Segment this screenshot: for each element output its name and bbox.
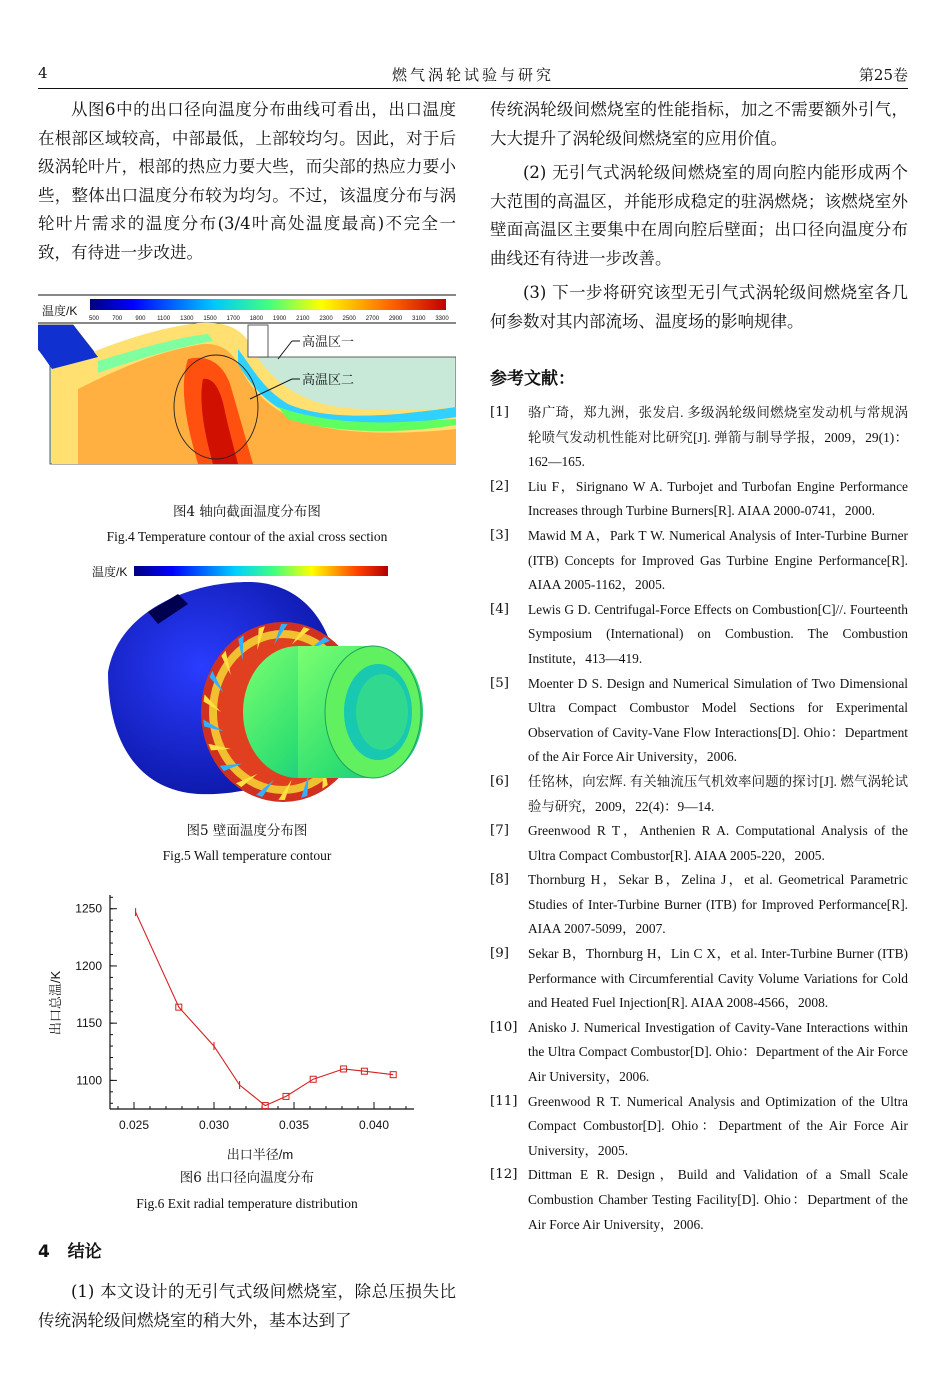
scale-tick-label: 1800 (249, 316, 264, 322)
x-tick-label: 0.035 (278, 1118, 310, 1132)
references-title: 参考文献： (490, 369, 575, 389)
reference-item (490, 942, 908, 1016)
reference-text: Liu F，Sirignano W A. Turbojet and Turbofan Engine Performance Increases through Turbine Burners[R]. AIAA 2000-0741，2000. (528, 478, 908, 519)
paragraph: 从图6中的出口径向温度分布曲线可看出，出口温度在根部区域较高，中部最低，上部较均匀。因此，对于后级涡轮叶片，根部的热应力要大些，而尖部的热应力要小些，整体出口温度分布较为均匀。不过，该温度分布与涡轮叶片需求的温度分布(3/4叶高处温度最高)不完全一致，有待进一步改进。 (38, 100, 456, 262)
volume-label: 第25卷 (858, 66, 908, 84)
reference-text: Greenwood R T，Anthenien R A. Computational Analysis of the Ultra Compact Combustor[R]. AIAA 2005-220，2005. (528, 823, 908, 863)
figure-5 (38, 562, 456, 812)
scale-tick-label: 1500 (203, 316, 217, 322)
x-tick-label: 0.040 (358, 1118, 390, 1132)
scale-tick-label: 700 (112, 316, 123, 322)
reference-number: [9] (490, 946, 509, 962)
chart-series (136, 908, 397, 1108)
reference-item (490, 1016, 908, 1090)
color-scale-bar (134, 566, 388, 576)
figure-6 (38, 883, 456, 1167)
axial-temperature-contour (38, 289, 456, 489)
figure-4 (38, 289, 456, 489)
chart-ticks (75, 897, 406, 1132)
running-header (38, 64, 908, 88)
reference-item (490, 672, 908, 770)
wall-temperature-contour (38, 562, 456, 812)
scale-tick-label: 2700 (365, 316, 380, 322)
reference-item (490, 819, 908, 868)
reference-item (490, 598, 908, 672)
scale-tick-label: 2100 (296, 316, 310, 322)
figure-4-caption-cn: 图4 轴向截面温度分布图 (173, 504, 321, 520)
reference-text: Thornburg H，Sekar B，Zelina J，et al. Geometrical Parametric Studies of Inter-Turbine Burner (ITB) for Improved Performance[R]. AIAA 2007-5099，2007. (528, 872, 908, 937)
reference-number: [1] (490, 405, 509, 420)
reference-text: 任铭林，向宏辉. 有关轴流压气机效率问题的探讨[J]. 燃气涡轮试验与研究，2009，22(4)：9—14. (528, 773, 908, 814)
x-axis-label: 出口半径/m (226, 1147, 294, 1162)
x-tick-label: 0.030 (198, 1118, 230, 1132)
figure-5-caption-cn: 图5 壁面温度分布图 (186, 823, 308, 839)
reference-item (490, 1163, 908, 1237)
page-number: 4 (38, 64, 48, 82)
reference-text: Moenter D S. Design and Numerical Simulation of Two Dimensional Ultra Compact Combustor Model Sections for Experimental Observation of Cavity-Vane Flow Interactions[D]. Ohio：Department of the Air Force Air University，2006. (528, 675, 908, 765)
reference-number: [12] (490, 1167, 518, 1183)
x-tick-label: 0.025 (118, 1118, 150, 1132)
callout-high-temp-zone-1: 高温区一 (302, 334, 355, 349)
reference-text: Anisko J. Numerical Investigation of Cavity-Vane Interactions within the Ultra Compact Combustor[D]. Ohio：Department of the Air Force Air University，2006. (528, 1019, 908, 1085)
legend-label: 温度/K (92, 565, 128, 579)
y-tick-label: 1200 (75, 958, 102, 973)
reference-text: 骆广琦，郑九洲，张发启. 多级涡轮级间燃烧室发动机与常规涡轮喷气发动机性能对比研究[J]. 弹箭与制导学报，2009，29(1)：162—165. (528, 405, 908, 470)
reference-item (490, 1090, 908, 1164)
reference-item (490, 401, 908, 475)
header-rule (38, 88, 908, 89)
reference-number: [4] (490, 601, 509, 617)
reference-number: [3] (490, 527, 509, 543)
callout-high-temp-zone-2: 高温区二 (302, 372, 355, 387)
references-list (490, 401, 908, 1237)
reference-text: Dittman E R. Design，Build and Validation of a Small Scale Combustion Chamber Testing Facility[D]. Ohio：Department of the Air Force Air University，2006. (528, 1167, 908, 1232)
paragraph: 传统涡轮级间燃烧室的性能指标，加之不需要额外引气，大大提升了涡轮级间燃烧室的应用价值。 (490, 100, 908, 148)
reference-number: [6] (490, 773, 509, 789)
reference-text: Lewis G D. Centrifugal-Force Effects on Combustion[C]//. Fourteenth Symposium (International) on Combustion. The Combustion Institute，413—419. (528, 601, 908, 666)
section-4-title: 4 结论 (38, 1242, 102, 1262)
paragraph: (1) 本文设计的无引气式级间燃烧室，除总压损失比传统涡轮级间燃烧室的稍大外，基本达到了 (38, 1282, 456, 1330)
reference-item (490, 868, 908, 942)
reference-number: [2] (490, 478, 509, 494)
reference-number: [7] (490, 823, 509, 839)
scale-tick-label: 1900 (272, 316, 287, 322)
scale-tick-label: 3300 (435, 316, 449, 322)
reference-item (490, 770, 908, 819)
scale-tick-label: 900 (135, 316, 146, 322)
scale-tick-label: 2500 (342, 316, 356, 322)
y-axis-label: 出口总温/K (48, 970, 63, 1036)
color-scale-ticks (89, 316, 449, 322)
reference-number: [10] (490, 1019, 518, 1035)
reference-text: Greenwood R T. Numerical Analysis and Optimization of the Ultra Compact Combustor[D]. Ohio：Department of the Air Force Air University，2005. (528, 1093, 908, 1158)
journal-title: 燃气涡轮试验与研究 (391, 66, 554, 84)
chart-axes (110, 895, 414, 1109)
reference-text: Sekar B，Thornburg H，Lin C X，et al. Inter-Turbine Burner (ITB) Performance with Circumferential Cavity Volume Variations for Cold and Heated Fuel Injection[R]. AIAA 2008-4566，2008. (528, 946, 908, 1011)
scale-tick-label: 500 (88, 316, 100, 322)
reference-number: [8] (490, 872, 509, 888)
right-column (490, 96, 908, 1237)
reference-number: [11] (490, 1093, 518, 1109)
paragraph: (2) 无引气式涡轮级间燃烧室的周向腔内能形成两个大范围的高温区，并能形成稳定的驻涡燃烧；该燃烧室外壁面高温区主要集中在周向腔后壁面；出口径向温度分布曲线还有待进一步改善。 (490, 163, 908, 268)
y-tick-label: 1150 (76, 1016, 102, 1031)
figure-4-caption-en: Fig.4 Temperature contour of the axial cross section (106, 529, 388, 544)
left-column (38, 96, 456, 1335)
reference-item (490, 475, 908, 524)
scale-tick-label: 2900 (388, 316, 403, 322)
y-tick-label: 1100 (76, 1073, 102, 1088)
scale-tick-label: 1700 (226, 316, 240, 322)
exit-radial-temperature-chart (38, 883, 456, 1167)
figure-6-caption-cn: 图6 出口径向温度分布 (179, 1170, 315, 1186)
reference-text: Mawid M A，Park T W. Numerical Analysis of Inter-Turbine Burner (ITB) Concepts for Improved Gas Turbine Engine Performance[R]. AIAA 2005-1162，2005. (528, 527, 908, 593)
paragraph: (3) 下一步将研究该型无引气式涡轮级间燃烧室各几何参数对其内部流场、温度场的影响规律。 (490, 283, 908, 331)
figure-6-caption-en: Fig.6 Exit radial temperature distribution (136, 1196, 358, 1211)
y-tick-label: 1250 (75, 901, 102, 916)
legend-label: 温度/K (42, 304, 78, 318)
scale-tick-label: 1100 (157, 316, 171, 322)
figure-5-caption-en: Fig.5 Wall temperature contour (162, 848, 332, 863)
color-scale-bar (90, 299, 446, 310)
series-line (136, 912, 394, 1105)
reference-number: [5] (490, 675, 509, 691)
reference-item (490, 524, 908, 598)
scale-tick-label: 1300 (180, 316, 194, 322)
scale-tick-label: 3100 (412, 316, 426, 322)
scale-tick-label: 2300 (319, 316, 333, 322)
